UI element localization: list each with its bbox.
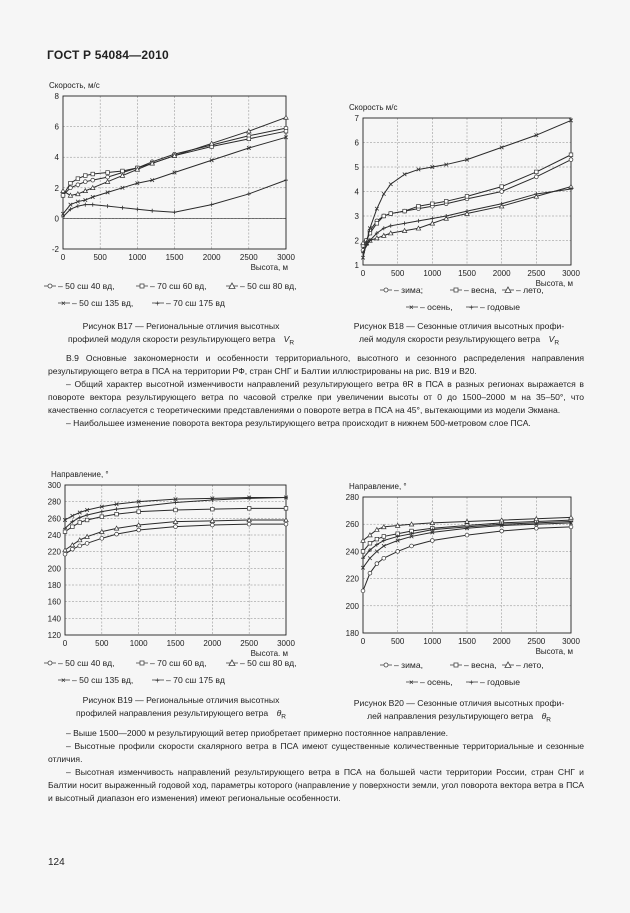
- caption-subscript: R: [289, 339, 295, 347]
- x-tick-label: 2000: [492, 269, 511, 278]
- x-tick-label: 3000: [277, 253, 295, 262]
- data-point: [106, 204, 110, 208]
- data-point: [284, 129, 288, 133]
- y-tick-label: 6: [54, 122, 59, 132]
- caption-line: профилей модуля скорости результирующего ветра: [67, 334, 276, 344]
- legend-label: – 50 сш 80 вд,: [240, 281, 297, 291]
- caption-subscript: R: [281, 713, 286, 721]
- y-tick-label: -2: [51, 245, 59, 254]
- data-point: [210, 203, 214, 207]
- y-tick-label: 280: [345, 493, 359, 502]
- data-point: [85, 513, 89, 517]
- data-point: [382, 535, 386, 539]
- series-50-сш-135-вд: [61, 136, 288, 216]
- caption-symbol: V: [548, 334, 555, 344]
- legend-label: – 50 сш 135 вд,: [72, 675, 134, 685]
- y-axis-label: Направление, °: [51, 470, 109, 479]
- caption-symbol: θ: [541, 711, 547, 721]
- data-point: [500, 190, 504, 194]
- legend-label: – зима;: [394, 285, 423, 295]
- caption-line: Рисунок В19 — Региональные отличия высотных: [82, 695, 280, 705]
- data-point: [569, 153, 573, 157]
- series-line: [363, 160, 571, 251]
- caption-b20: [330, 697, 588, 727]
- x-tick-label: 3000: [277, 639, 295, 648]
- data-point: [71, 525, 75, 529]
- data-point: [534, 192, 538, 196]
- y-tick-label: 260: [47, 514, 61, 524]
- data-point: [361, 550, 365, 554]
- data-point: [465, 533, 469, 537]
- legend-label: – годовые: [480, 677, 521, 687]
- data-point: [430, 216, 434, 220]
- y-tick-label: 120: [47, 631, 61, 640]
- data-point: [78, 516, 82, 520]
- y-tick-label: 6: [354, 138, 359, 148]
- data-point: [91, 178, 95, 182]
- y-tick-label: 300: [47, 481, 61, 490]
- legend-label: – весна,: [464, 285, 497, 295]
- x-tick-label: 500: [93, 253, 107, 262]
- data-point: [174, 508, 178, 512]
- svg-text:+: +: [469, 678, 474, 687]
- caption-subscript: R: [546, 716, 551, 724]
- y-tick-label: 220: [345, 574, 359, 584]
- data-point: [284, 507, 288, 511]
- x-tick-label: 2000: [202, 253, 221, 262]
- paragraph: – Выше 1500—2000 м результирующий ветер приобретает примерно постоянное направление.: [66, 728, 449, 738]
- data-point: [174, 525, 178, 529]
- data-point: [403, 221, 407, 225]
- data-point: [76, 183, 80, 187]
- x-axis-label: Высота, м: [535, 279, 573, 288]
- data-point: [85, 518, 89, 522]
- data-point: [403, 209, 407, 213]
- x-axis-label: Высота, м: [250, 263, 288, 272]
- data-point: [211, 507, 215, 511]
- legend-label: – 70 сш 60 вд,: [150, 658, 207, 668]
- data-point: [61, 194, 65, 198]
- x-tick-label: 2500: [527, 637, 546, 646]
- data-point: [70, 547, 74, 551]
- data-point: [78, 521, 82, 525]
- data-point: [389, 182, 393, 186]
- data-point: [106, 175, 110, 179]
- caption-symbol: V: [283, 334, 290, 344]
- data-point: [100, 510, 104, 514]
- svg-text:×: ×: [409, 678, 414, 687]
- paragraph: В.9 Основные закономерности и особенности территориального, высотного и сезонного распределения направления результирующего ветра в ПСА на территории РФ, стран СНГ и Балтии иллюстрированы на рис. В19 и В20.: [48, 353, 584, 376]
- data-point: [83, 180, 87, 184]
- data-point: [569, 158, 573, 162]
- y-tick-label: 140: [47, 614, 61, 624]
- data-point: [91, 172, 95, 176]
- x-tick-label: 500: [390, 269, 405, 278]
- data-point: [100, 536, 104, 540]
- x-tick-label: 3000: [562, 269, 580, 278]
- data-point: [368, 571, 372, 575]
- x-tick-label: 0: [360, 637, 366, 646]
- data-point: [500, 185, 504, 189]
- data-point: [247, 496, 251, 500]
- data-point: [120, 206, 124, 210]
- x-tick-label: 0: [360, 269, 366, 278]
- y-tick-label: 180: [345, 629, 359, 638]
- legend-label: – 50 сш 135 вд,: [72, 298, 134, 308]
- x-tick-label: 1500: [458, 269, 476, 278]
- y-tick-label: 2: [54, 183, 59, 193]
- data-point: [78, 544, 82, 548]
- data-point: [115, 532, 119, 536]
- data-point: [410, 544, 414, 548]
- legend-label: – весна,: [464, 660, 497, 670]
- data-point: [173, 210, 177, 214]
- legend-label: – осень,: [420, 677, 453, 687]
- caption-subscript: R: [554, 339, 560, 347]
- data-point: [416, 219, 420, 223]
- data-point: [137, 528, 141, 532]
- page-number: 124: [48, 857, 65, 868]
- data-point: [284, 178, 288, 182]
- data-point: [368, 541, 372, 545]
- caption-line: профилей направления результирующего ветра: [76, 708, 269, 718]
- y-tick-label: 4: [54, 153, 59, 163]
- y-axis-label: Направление, °: [349, 482, 407, 491]
- data-point: [284, 115, 288, 119]
- svg-text:+: +: [155, 299, 160, 308]
- data-point: [247, 137, 251, 141]
- legend-label: – 50 сш 80 вд,: [240, 658, 297, 668]
- y-tick-label: 7: [354, 114, 359, 123]
- legend-label: – 70 сш 175 вд: [166, 675, 225, 685]
- data-point: [389, 224, 393, 228]
- y-tick-label: 180: [47, 581, 61, 590]
- data-point: [368, 556, 372, 560]
- data-point: [465, 209, 469, 213]
- legend-label: – осень,: [420, 302, 453, 312]
- svg-text:×: ×: [61, 299, 66, 308]
- legend-label: – зима,: [394, 660, 423, 670]
- y-tick-label: 4: [354, 187, 359, 197]
- data-point: [115, 512, 119, 516]
- data-point: [417, 204, 421, 208]
- data-point: [121, 169, 125, 173]
- data-point: [115, 507, 119, 511]
- data-point: [465, 195, 469, 199]
- chart-b20: [320, 474, 610, 656]
- x-axis-label: Высота, м: [250, 649, 288, 656]
- y-axis-label: Скорость, м/с: [49, 81, 100, 90]
- data-point: [375, 222, 379, 226]
- legend-b20: [356, 658, 606, 688]
- x-tick-label: 0: [62, 639, 68, 648]
- data-point: [106, 171, 110, 175]
- data-point: [375, 562, 379, 566]
- x-tick-label: 2500: [240, 639, 259, 648]
- data-point: [534, 526, 538, 530]
- caption-line: Рисунок В17 — Региональные отличия высотных: [82, 321, 280, 331]
- y-axis-label: Скорость м/с: [349, 103, 398, 112]
- paragraph: – Высотная изменчивость направлений результирующего ветра в ПСА на большей части территории России, стран СНГ и Балтии носит выраженный годовой ход, параметры которого (направление у поверхности земли, угол поворота вектора ветра в ПСА и высотный диапазон его изменения) имеют региональные особенности.: [48, 767, 584, 803]
- x-tick-label: 1500: [458, 637, 476, 646]
- data-point: [247, 192, 251, 196]
- data-point: [444, 214, 448, 218]
- svg-text:+: +: [469, 303, 474, 312]
- x-tick-label: 1000: [423, 637, 442, 646]
- data-point: [83, 203, 87, 207]
- data-point: [500, 529, 504, 533]
- y-tick-label: 220: [47, 547, 61, 557]
- legend-b17-line2: [58, 298, 225, 308]
- x-axis-label: Высота, м: [535, 647, 573, 656]
- caption-b18: [330, 320, 588, 350]
- legend-b17: [40, 279, 310, 309]
- x-tick-label: 500: [95, 639, 109, 648]
- data-point: [534, 175, 538, 179]
- body-text-middle: [48, 352, 584, 430]
- data-point: [63, 530, 67, 534]
- data-point: [247, 522, 251, 526]
- data-point: [100, 515, 104, 519]
- x-tick-label: 2000: [492, 637, 511, 646]
- chart-b19: [30, 466, 320, 656]
- y-tick-label: 240: [47, 531, 61, 540]
- x-tick-label: 2000: [203, 639, 222, 648]
- data-point: [361, 589, 365, 593]
- y-tick-label: 5: [354, 163, 359, 172]
- x-tick-label: 2500: [239, 253, 258, 262]
- legend-label: – лето,: [516, 660, 544, 670]
- paragraph: – Высотные профили скорости скалярного ветра в ПСА имеют существенные количественные территориальные и сезонные отличия.: [48, 741, 584, 764]
- data-point: [382, 192, 386, 196]
- legend-label: – годовые: [480, 302, 521, 312]
- x-tick-label: 0: [60, 253, 66, 262]
- data-point: [431, 202, 435, 206]
- data-point: [76, 177, 80, 181]
- caption-b17: [46, 320, 316, 350]
- legend-label: – лето,: [516, 285, 544, 295]
- data-point: [71, 514, 75, 518]
- data-point: [396, 550, 400, 554]
- data-point: [69, 181, 73, 185]
- caption-line: лей модуля скорости результирующего ветра: [358, 334, 541, 344]
- legend-label: – 70 сш 60 вд,: [150, 281, 207, 291]
- legend-b17-line1: [44, 281, 297, 291]
- data-point: [500, 202, 504, 206]
- data-point: [61, 189, 65, 193]
- legend-b19: [40, 656, 310, 686]
- data-point: [135, 207, 139, 211]
- data-point: [85, 541, 89, 545]
- x-tick-label: 1500: [165, 253, 184, 262]
- paragraph: – Общий характер высотной изменчивости направлений результирующего ветра θR в ПСА в разных регионах выражается в повороте вектора результирующего ветра по часовой стрелке при увеличении высоты от 0 до 1500–2000 м на 35–50°, что качественно согласуется с теоретическими представлениями о повороте ветра в ПСА на 45°, вытекающими из модели Экмана.: [48, 379, 584, 415]
- svg-text:×: ×: [409, 303, 414, 312]
- y-tick-label: 0: [54, 214, 59, 224]
- data-point: [535, 170, 539, 174]
- y-tick-label: 3: [354, 212, 359, 221]
- y-tick-label: 280: [47, 497, 61, 507]
- y-tick-label: 200: [47, 564, 61, 574]
- x-tick-label: 1500: [166, 639, 185, 648]
- y-tick-label: 200: [345, 601, 359, 611]
- y-tick-label: 160: [47, 597, 61, 607]
- body-text-bottom: [48, 727, 584, 805]
- data-point: [63, 552, 67, 556]
- data-point: [284, 522, 288, 526]
- caption-b19: [46, 694, 316, 724]
- legend-label: – 50 сш 40 вд,: [58, 281, 115, 291]
- x-tick-label: 1000: [128, 253, 147, 262]
- y-tick-label: 1: [354, 261, 359, 270]
- x-tick-label: 1000: [129, 639, 148, 648]
- data-point: [84, 174, 88, 178]
- y-tick-label: 240: [345, 547, 359, 557]
- paragraph: – Наибольшее изменение поворота вектора результирующего ветра происходит в нижнем 500-метровом слое ПСА.: [66, 418, 531, 428]
- legend-b18: [356, 283, 606, 313]
- svg-text:×: ×: [61, 676, 66, 685]
- y-tick-label: 8: [54, 92, 59, 101]
- legend-label: – 50 сш 40 вд,: [58, 658, 115, 668]
- svg-text:+: +: [155, 676, 160, 685]
- data-point: [76, 204, 80, 208]
- data-point: [137, 510, 141, 514]
- caption-symbol: θ: [276, 708, 282, 718]
- data-point: [382, 214, 386, 218]
- x-tick-label: 1000: [423, 269, 442, 278]
- data-point: [375, 537, 379, 541]
- x-tick-label: 500: [390, 637, 405, 646]
- x-tick-label: 3000: [562, 637, 580, 646]
- data-point: [430, 539, 434, 543]
- y-tick-label: 260: [345, 520, 359, 530]
- data-point: [91, 203, 95, 207]
- data-point: [247, 507, 251, 511]
- caption-line: лей направления результирующего ветра: [367, 711, 534, 721]
- x-tick-label: 2500: [527, 269, 546, 278]
- data-point: [389, 212, 393, 216]
- data-point: [210, 523, 214, 527]
- data-point: [569, 525, 573, 529]
- caption-line: Рисунок В18 — Сезонные отличия высотных профи-: [353, 321, 565, 331]
- data-point: [69, 186, 73, 190]
- caption-line: Рисунок В20 — Сезонные отличия высотных профи-: [353, 698, 565, 708]
- document-header: ГОСТ Р 54084—2010: [47, 48, 169, 62]
- data-point: [137, 505, 141, 509]
- legend-label: – 70 сш 175 вд: [166, 298, 225, 308]
- data-point: [382, 556, 386, 560]
- data-point: [444, 200, 448, 204]
- y-tick-label: 2: [354, 236, 359, 246]
- data-point: [150, 209, 154, 213]
